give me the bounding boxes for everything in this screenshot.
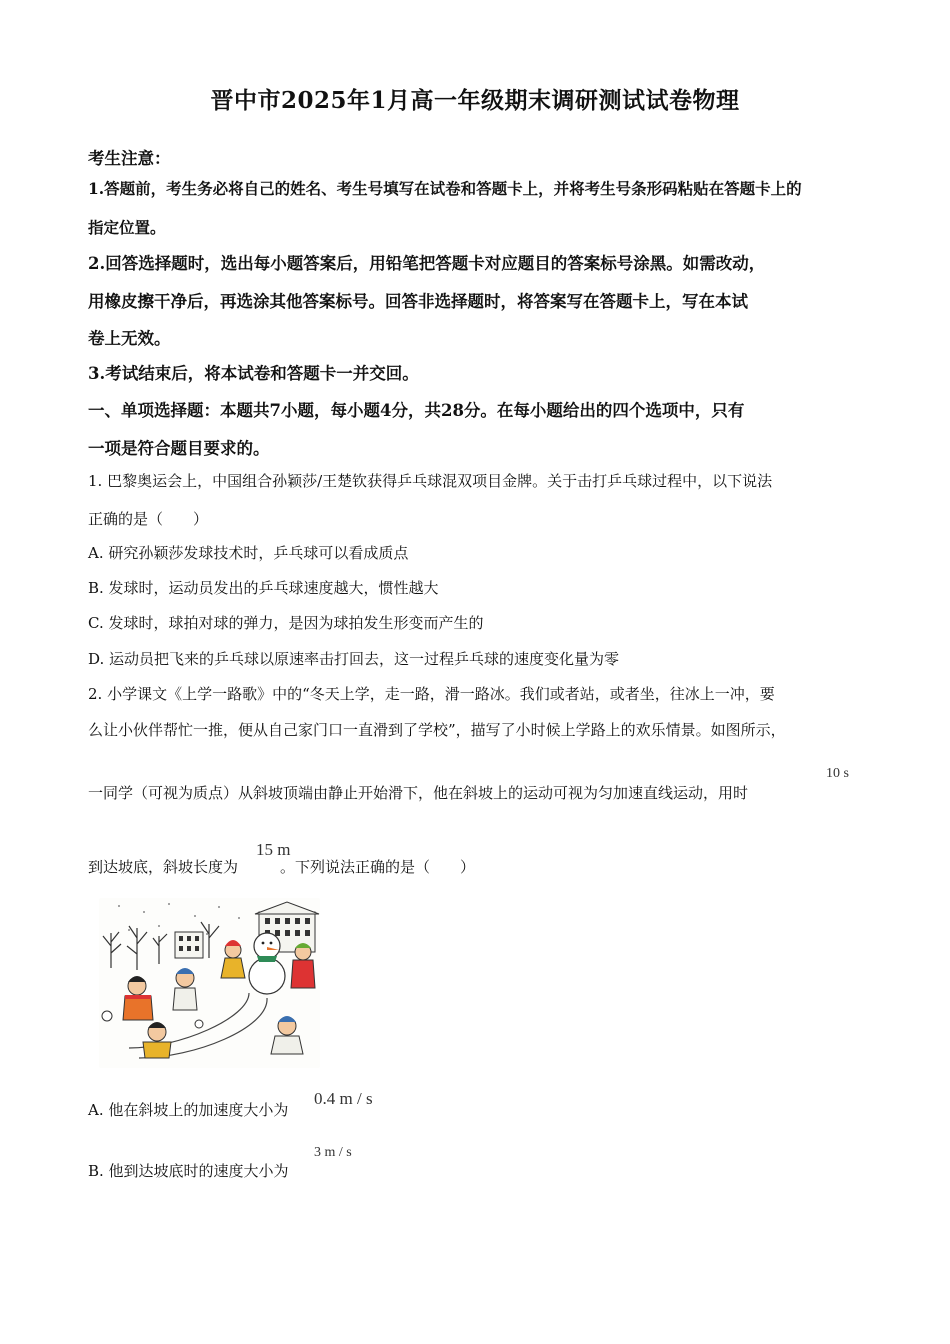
q1-stem-line2: 正确的是（ ） xyxy=(88,510,209,528)
q1-stem-line1: 1. 巴黎奥运会上，中国组合孙颖莎/王楚钦获得乒乓球混双项目金牌。关于击打乒乓球过程中，以下说法 xyxy=(88,472,773,490)
q1-option-d: D. 运动员把飞来的乒乓球以原速率击打回去，这一过程乒乓球的速度变化量为零 xyxy=(88,650,620,668)
notice-item1-line2: 指定位置。 xyxy=(88,218,166,237)
notice-heading: 考生注意： xyxy=(88,149,171,168)
q2-stem-line1: 2. 小学课文《上学一路歌》中的“冬天上学，走一路，滑一路冰。我们或者站，或者坐，往冰上一冲，要 xyxy=(88,685,775,703)
notice-item2-line3: 卷上无效。 xyxy=(88,329,171,348)
section1-heading-line2: 一项是符合题目要求的。 xyxy=(88,439,270,458)
q2-option-a xyxy=(88,1099,288,1120)
notice-item1-line1: 1.答题前，考生务必将自己的姓名、考生号填写在试卷和答题卡上，并将考生号条形码粘贴在答题卡上的 xyxy=(88,179,802,198)
page-title: 晋中市2025年1月高一年级期末调研测试试卷物理 xyxy=(210,87,740,114)
q2-length-value: 15 m xyxy=(256,840,291,859)
q2-option-a-value: 0.4 m / s xyxy=(314,1089,373,1108)
q2-option-b xyxy=(88,1160,289,1181)
q1-option-a: A. 研究孙颖莎发球技术时，乒乓球可以看成质点 xyxy=(88,544,409,562)
snow-play-illustration xyxy=(99,898,320,1068)
notice-item3: 3.考试结束后，将本试卷和答题卡一并交回。 xyxy=(88,364,419,383)
q2-stem-line3: 一同学（可视为质点）从斜坡顶端由静止开始滑下，他在斜坡上的运动可视为匀加速直线运动，用时 xyxy=(88,784,749,802)
q2-time-value: 10 s xyxy=(826,766,849,781)
q2-option-b-value: 3 m / s xyxy=(314,1145,352,1160)
q2-stem-line2: 么让小伙伴帮忙一推，便从自己家门口一直滑到了学校”，描写了小时候上学路上的欢乐情景。如图所示， xyxy=(88,721,786,739)
notice-item2-line2: 用橡皮擦干净后，再选涂其他答案标号。回答非选择题时，将答案写在答题卡上，写在本试 xyxy=(88,292,748,311)
snow-play-drawing xyxy=(99,898,320,1068)
q2-option-a-text: A. 他在斜坡上的加速度大小为 xyxy=(88,1101,289,1119)
q1-option-b: B. 发球时，运动员发出的乒乓球速度越大，惯性越大 xyxy=(88,579,439,597)
notice-item2-line1: 2.回答选择题时，选出每小题答案后，用铅笔把答题卡对应题目的答案标号涂黑。如需改动， xyxy=(88,254,766,273)
q2-stem-line4-part-b: 。下列说法正确的是（ ） xyxy=(280,858,476,876)
q1-option-c: C. 发球时，球拍对球的弹力，是因为球拍发生形变而产生的 xyxy=(88,614,484,632)
q2-option-b-text: B. 他到达坡底时的速度大小为 xyxy=(88,1162,289,1180)
section1-heading-line1: 一、单项选择题：本题共7小题，每小题4分，共28分。在每小题给出的四个选项中，只有 xyxy=(88,401,745,420)
q2-stem-line4-part-a: 到达坡底，斜坡长度为 xyxy=(88,858,239,876)
